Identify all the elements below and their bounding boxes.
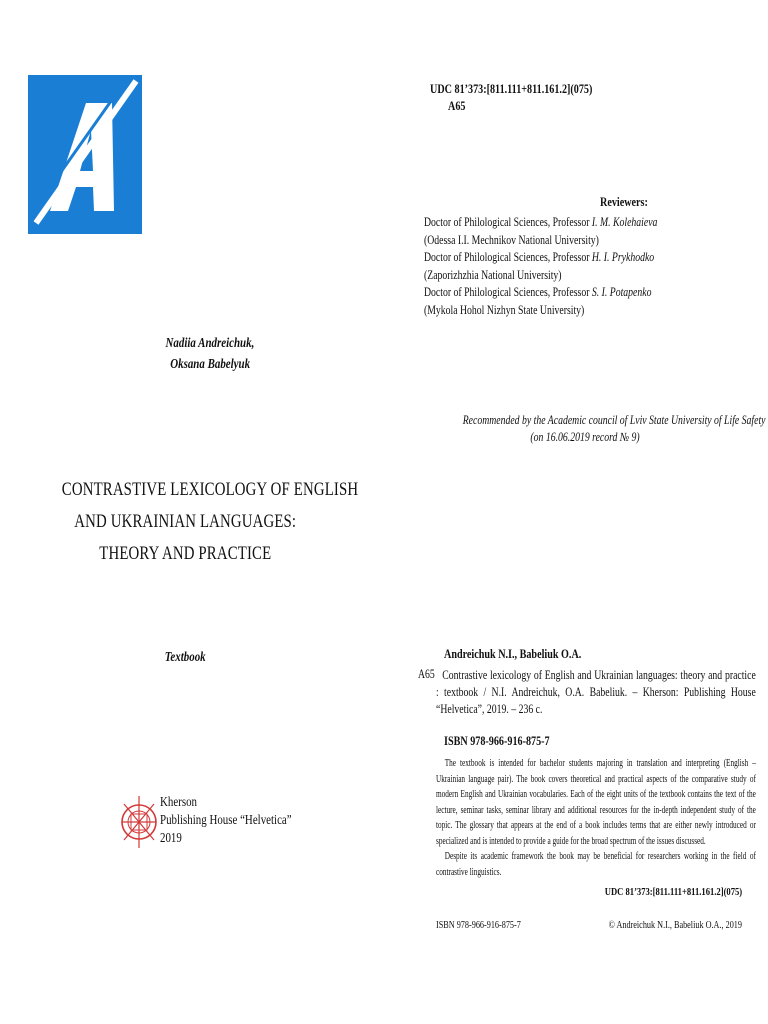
publisher-name: Publishing House “Helvetica” bbox=[160, 813, 292, 828]
udc-footer: UDC 81’373:[811.111+811.161.2](075) bbox=[604, 886, 742, 898]
udc-header bbox=[430, 80, 638, 114]
reviewer-line: Doctor of Philological Sciences, Professor H. I. Prykhodko bbox=[424, 250, 655, 264]
publisher-city: Kherson bbox=[160, 795, 198, 810]
publisher-block bbox=[160, 794, 329, 848]
abstract bbox=[436, 756, 756, 880]
book-title bbox=[20, 474, 359, 570]
author-2: Oksana Babelyuk bbox=[170, 357, 250, 372]
title-line-2: AND UKRAINIAN LANGUAGES: bbox=[74, 511, 296, 532]
isbn-number: ISBN 978-966-916-875-7 bbox=[444, 733, 550, 748]
authors-block bbox=[60, 333, 360, 375]
udc-code: UDC 81’373:[811.111+811.161.2](075) bbox=[430, 81, 593, 96]
reviewer-line: (Zaporizhzhia National University) bbox=[424, 267, 562, 282]
biblio-description: Contrastive lexicology of English and Ukrainian languages: theory and practice : textbook / N.I. Andreichuk, O.A. Babeliuk. – Kherson: Publishing House “Helvetica”, 2019. – 236 c. bbox=[436, 668, 756, 716]
copyright-notice: © Andreichuk N.I., Babeliuk O.A., 2019 bbox=[608, 920, 742, 931]
helvetica-emblem bbox=[120, 790, 158, 854]
udc-index: A65 bbox=[448, 98, 466, 113]
recommendation-line-2: (on 16.06.2019 record № 9) bbox=[530, 430, 640, 444]
recommendation-line-1: Recommended by the Academic council of Lviv State University of Life Safety bbox=[462, 413, 766, 427]
reviewers-heading: Reviewers: bbox=[600, 194, 648, 209]
reviewer-line: (Odessa I.I. Mechnikov National University) bbox=[424, 232, 599, 247]
title-line-1: CONTRASTIVE LEXICOLOGY OF ENGLISH bbox=[61, 479, 359, 500]
reviewer-line: Doctor of Philological Sciences, Professor S. I. Potapenko bbox=[424, 285, 652, 299]
reviewer-line: Doctor of Philological Sciences, Professor I. M. Kolehaieva bbox=[424, 215, 658, 229]
reviewers-list bbox=[424, 214, 723, 319]
recommendation-note bbox=[420, 412, 766, 446]
title-line-3: THEORY AND PRACTICE bbox=[98, 543, 272, 564]
isbn-footer: ISBN 978-966-916-875-7 bbox=[436, 920, 521, 931]
reviewer-line: (Mykola Hohol Nizhyn State University) bbox=[424, 302, 585, 317]
biblio-code: A65 bbox=[418, 667, 435, 681]
book-type: Textbook bbox=[164, 650, 206, 665]
publisher-year: 2019 bbox=[160, 831, 182, 846]
abstract-paragraph: Despite its academic framework the book may be beneficial for researchers working in the field of contrastive linguistics. bbox=[436, 851, 756, 878]
publisher-a-logo bbox=[28, 75, 142, 234]
author-1: Nadiia Andreichuk, bbox=[165, 336, 255, 351]
biblio-author: Andreichuk N.I., Babeliuk O.A. bbox=[444, 646, 582, 661]
abstract-paragraph: The textbook is intended for bachelor students majoring in translation and interpreting (English – Ukrainian language pair). The book covers theoretical and practical aspects of the comparative study of modern English and Ukrainian vocabularies. Each of the eight units of the textbook contains the text of the lecture, seminar tasks, seminar library and additional resources for the in-depth independent study of the topic. The glossary that appears at the end of a book includes terms that are either newly introduced or specialized and is intended to provide a guide for the broad spectrum of the issues discussed. bbox=[436, 758, 756, 847]
